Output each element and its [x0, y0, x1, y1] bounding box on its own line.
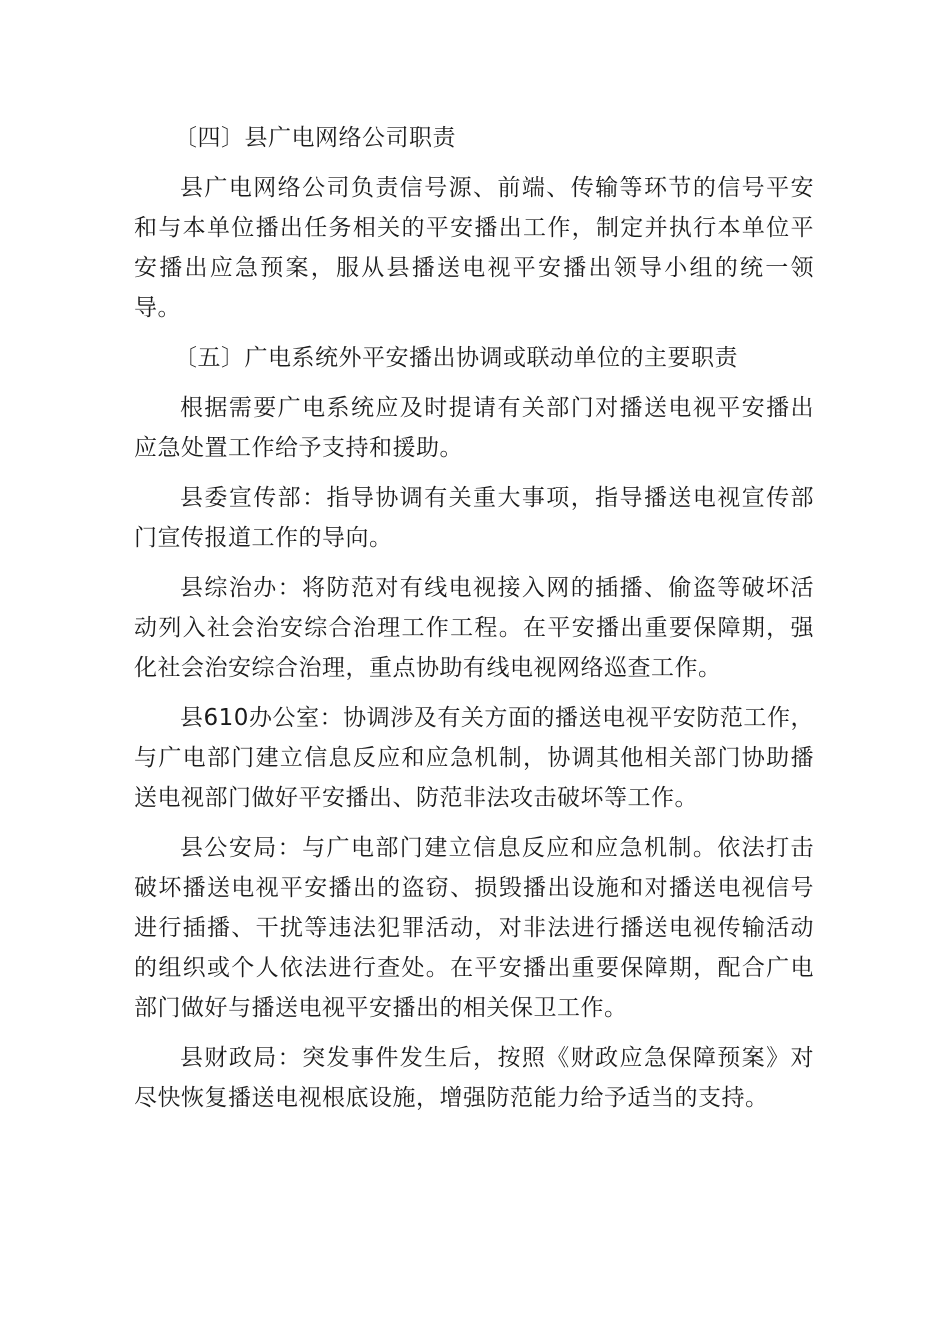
paragraph-public-security: 县公安局：与广电部门建立信息反应和应急机制。依法打击破坏播送电视平安播出的盗窃、损毁播出设施和对播送电视信号进行插播、干扰等违法犯罪活动，对非法进行播送电视传输活动的组织或个人依法进行查处。在平安播出重要保障期，配合广电部门做好与播送电视平安播出的相关保卫工作。: [134, 835, 814, 1021]
section-heading-5: 〔五〕广电系统外平安播出协调或联动单位的主要职责: [174, 345, 738, 371]
document-body: [134, 118, 814, 1128]
paragraph-finance-bureau: 县财政局：突发事件发生后，按照《财政应急保障预案》对尽快恢复播送电视根底设施，增强防范能力给予适当的支持。: [134, 1045, 814, 1111]
paragraph-610-office: 县610办公室：协调涉及有关方面的播送电视平安防范工作，与广电部门建立信息反应和应急机制，协调其他相关部门协助播送电视部门做好平安播出、防范非法攻击破坏等工作。: [134, 705, 814, 811]
paragraph-support-request: 根据需要广电系统应及时提请有关部门对播送电视平安播出应急处置工作给予支持和援助。: [134, 395, 814, 461]
paragraph-network-company: 县广电网络公司负责信号源、前端、传输等环节的信号平安和与本单位播出任务相关的平安播出工作，制定并执行本单位平安播出应急预案，服从县播送电视平安播出领导小组的统一领导。: [134, 175, 814, 321]
paragraph-comprehensive-office: 县综治办：将防范对有线电视接入网的插播、偷盗等破坏活动列入社会治安综合治理工作工程。在平安播出重要保障期，强化社会治安综合治理，重点协助有线电视网络巡查工作。: [134, 575, 814, 681]
paragraph-propaganda-dept: 县委宣传部：指导协调有关重大事项，指导播送电视宣传部门宣传报道工作的导向。: [134, 485, 814, 551]
section-heading-4: 〔四〕县广电网络公司职责: [174, 125, 456, 151]
